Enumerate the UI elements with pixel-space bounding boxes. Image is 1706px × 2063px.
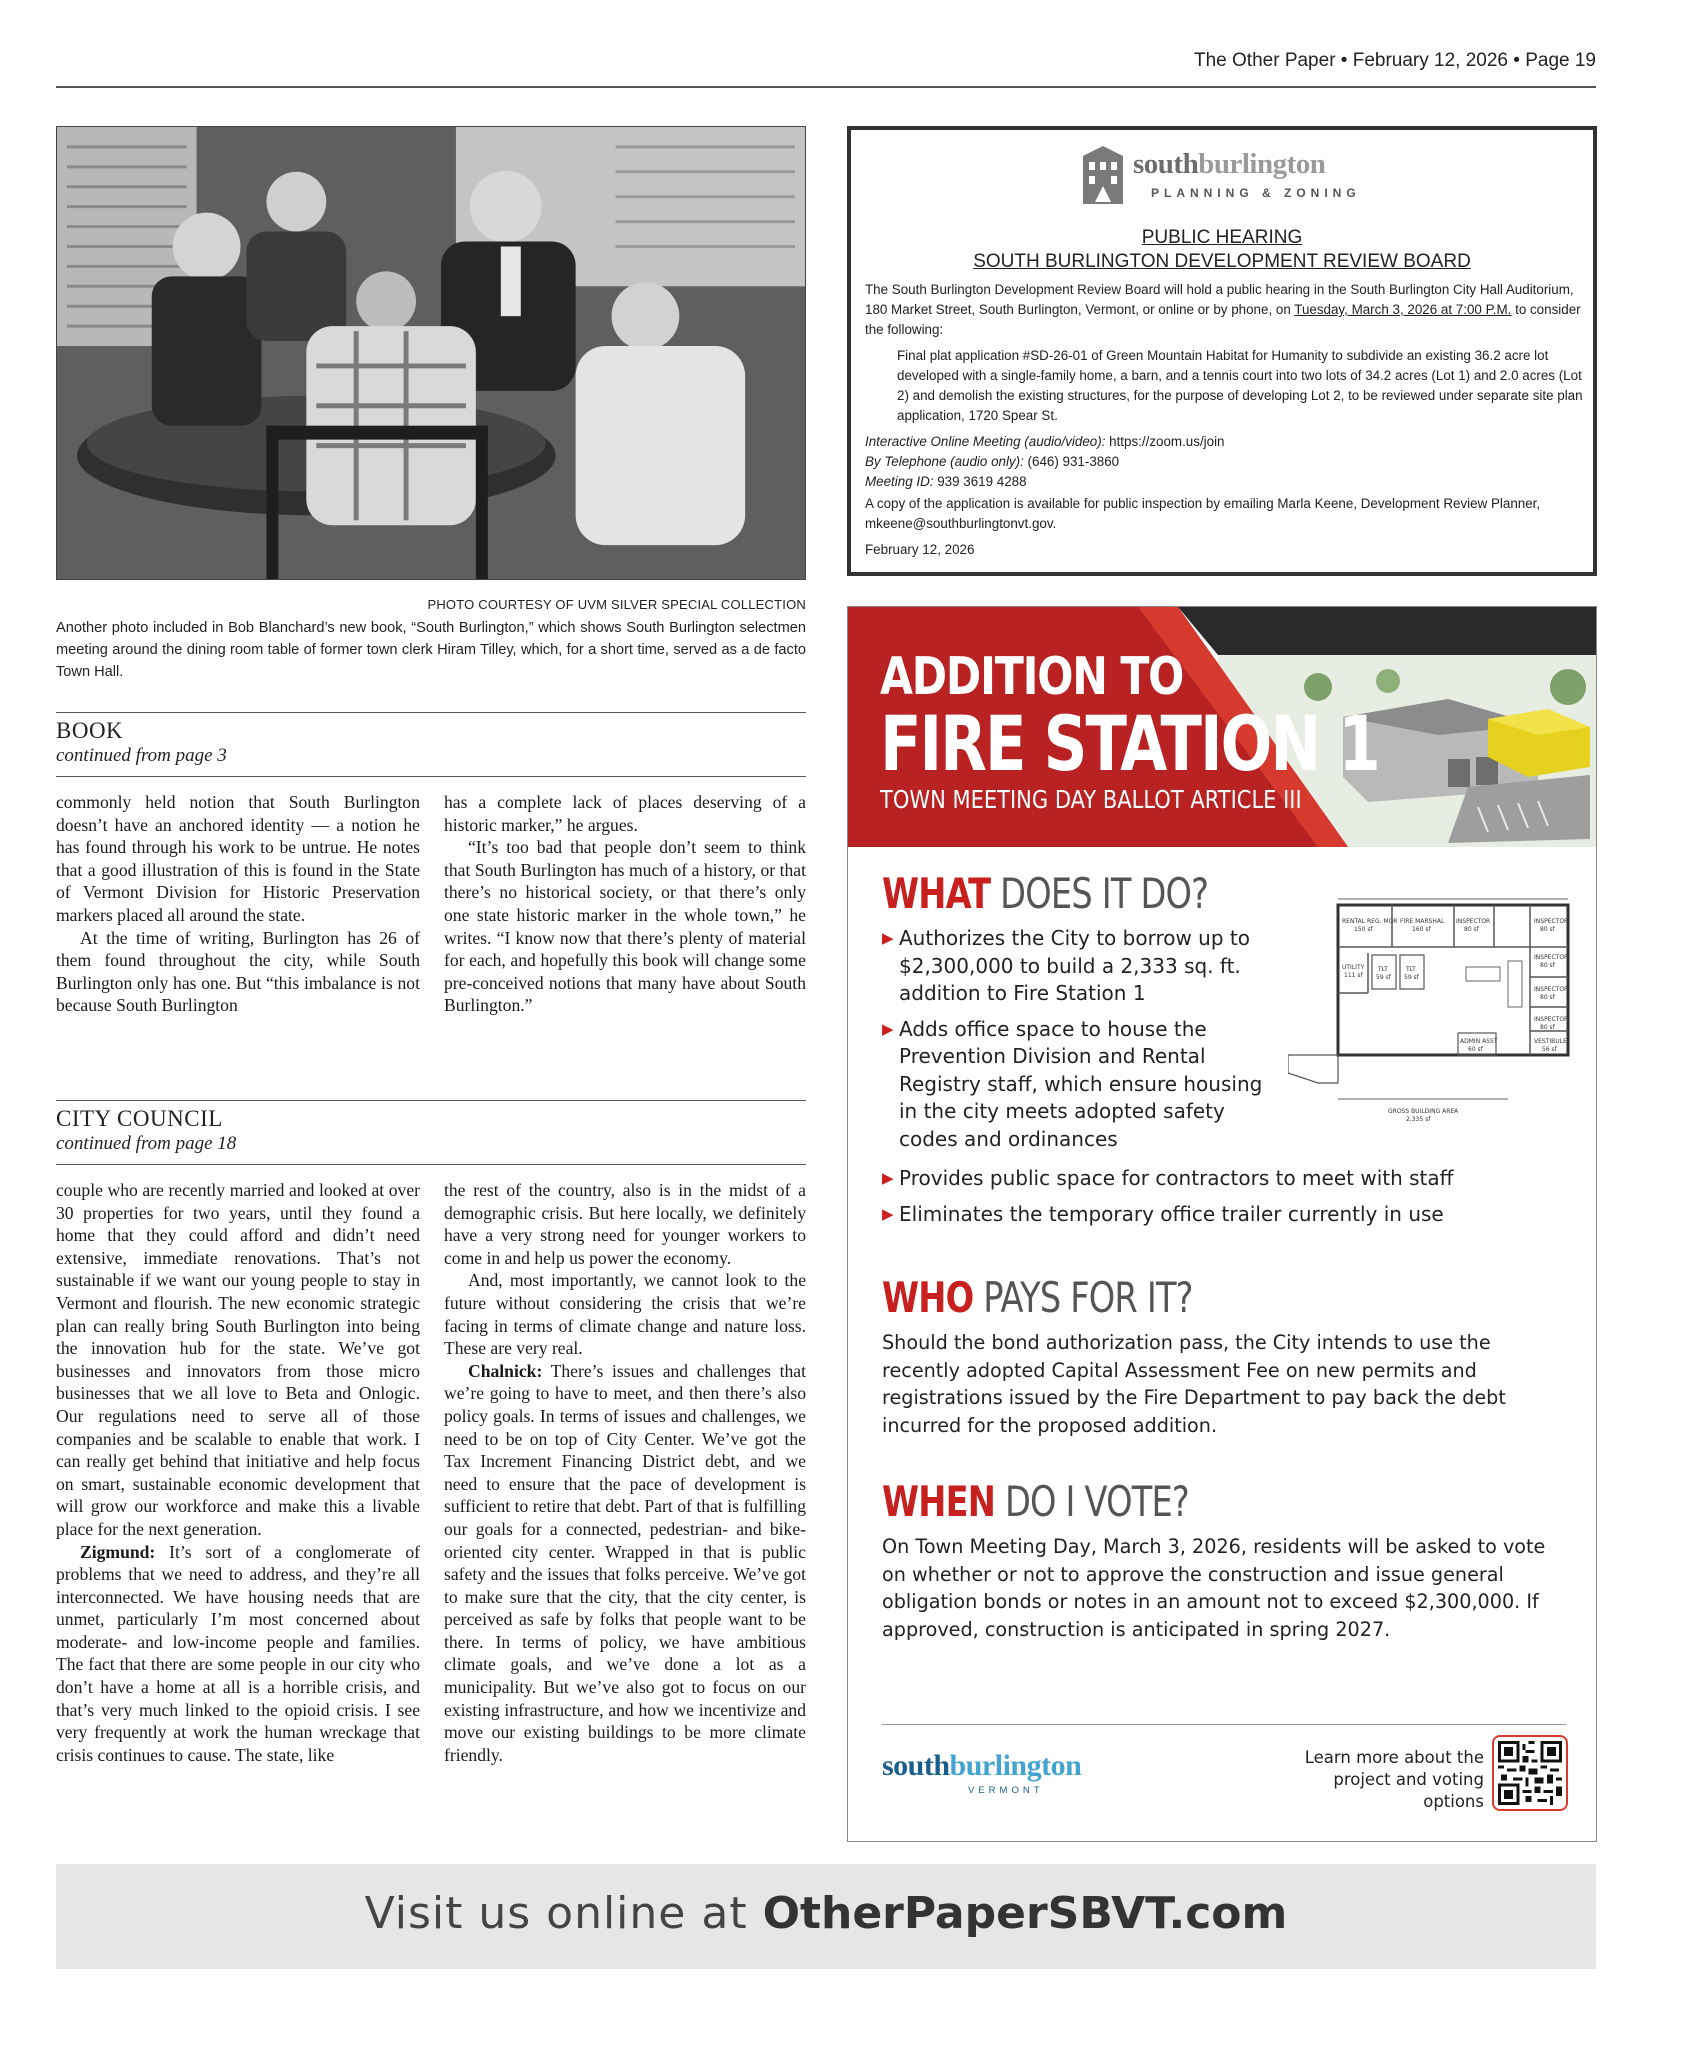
header-rule	[56, 86, 1596, 88]
arrow-icon: ▶	[882, 1019, 894, 1038]
speaker-name: Chalnick:	[468, 1360, 543, 1381]
what-bullet: ▶ Authorizes the City to borrow up to $2,300,000 to build a 2,333 sq. ft. addition to Fire Station 1	[882, 926, 1250, 1005]
council-paragraph: the rest of the country, also is in the midst of a demographic crisis. But here locally, we definitely have a very strong need for younger workers to come in and help us power the economy.	[444, 1180, 806, 1268]
qr-code-icon[interactable]	[1492, 1735, 1568, 1811]
hearing-intro: The South Burlington Development Review Board will hold a public hearing in the South Burlington City Hall Auditorium, 180 Market Street, South Burlington, Vermont, or online or by phone, on Tuesday, March 3, 2026 at 7:00 P.M. to consider the following:	[865, 282, 1581, 337]
council-continued-line: continued from page 18	[56, 1133, 237, 1154]
public-hearing-notice	[847, 126, 1597, 576]
fire-station-ad	[847, 606, 1597, 1842]
running-header: The Other Paper • February 12, 2026 • Page 19	[1194, 50, 1596, 71]
council-bottom-rule	[56, 1164, 806, 1165]
book-paragraph: “It’s too bad that people don’t seem to think that South Burlington has much of a history, or that there’s no historical society, or that there’s only one state historic marker in the whole town,” he writes. “I know now that there’s plenty of material for each, and hopefully this book will change some pre-conceived notions that many have about South Burlington.”	[444, 837, 806, 1016]
plan-label-vestibule: VESTIBULE	[1534, 1038, 1567, 1045]
plan-area-inspector: 80 sf	[1540, 926, 1555, 933]
plan-label-inspector: INSPECTOR	[1534, 954, 1569, 961]
when-vote-text: On Town Meeting Day, March 3, 2026, residents will be asked to vote on whether or not to approve the construction and issue general obligation bonds or notes in an amount not to exceed $2,300,000. If approved, construction is anticipated in spring 2027.	[882, 1535, 1546, 1641]
plan-area-tlt: 59 sf	[1376, 974, 1391, 981]
what-bullet: ▶ Adds office space to house the Prevention Division and Rental Registry staff, which ensure housing in the city meets adopted safety codes and ordinances	[882, 1016, 1263, 1151]
qr-pattern	[1498, 1741, 1562, 1805]
photo-credit: PHOTO COURTESY OF UVM SILVER SPECIAL COLLECTION	[427, 597, 806, 612]
book-column-1	[56, 791, 420, 1017]
book-bottom-rule	[56, 776, 806, 777]
plan-area-fire-marshal: 160 sf	[1412, 926, 1431, 933]
hearing-copy-note: A copy of the application is available for public inspection by emailing Marla Keene, Development Review Planner, mkeene@southburlingtonvt.gov.	[865, 496, 1541, 531]
book-section-title: BOOK	[56, 718, 124, 743]
website-banner	[56, 1864, 1596, 1969]
book-paragraph: At the time of writing, Burlington has 26 of them found throughout the city, while South Burlington only has one. But “this imbalance is not because South Burlington	[56, 927, 420, 1016]
plan-area-rental: 150 sf	[1354, 926, 1373, 933]
what-bullets-list-continued	[882, 1165, 1572, 1236]
council-paragraph	[444, 1360, 806, 1767]
plan-label-inspector: INSPECTOR	[1456, 918, 1491, 925]
plan-label-inspector: INSPECTOR	[1534, 918, 1569, 925]
photo-caption: Another photo included in Bob Blanchard’s new book, “South Burlington,” which shows South Burlington selectmen meeting around the dining room table of former town clerk Hiram Tilley, which, for a short time, served as a de facto Town Hall.	[56, 620, 806, 680]
city-logo-subtitle: VERMONT	[968, 1785, 1044, 1796]
photo-illustration	[57, 127, 805, 579]
arrow-icon: ▶	[882, 1204, 894, 1223]
plan-area-vestibule: 56 sf	[1542, 1046, 1557, 1053]
plan-label-tlt: TLT	[1378, 966, 1388, 973]
plan-area-inspector: 80 sf	[1540, 994, 1555, 1001]
hearing-board-title: SOUTH BURLINGTON DEVELOPMENT REVIEW BOARD	[973, 251, 1471, 272]
book-column-2	[444, 791, 806, 1017]
hearing-phone-info: By Telephone (audio only): (646) 931-3860	[865, 454, 1120, 469]
who-pays-text: Should the bond authorization pass, the City intends to use the recently adopted Capital Assessment Fee on new permits and registrations issued by the Fire Department to pay back the debt incurred for the proposed addition.	[882, 1331, 1506, 1437]
plan-area-inspector: 80 sf	[1540, 962, 1555, 969]
plan-label-fire-marshal: FIRE MARSHAL	[1400, 918, 1445, 925]
city-logo: southburlington	[882, 1749, 1082, 1782]
city-hall-icon	[1081, 146, 1125, 204]
floor-plan-diagram	[1288, 843, 1578, 1143]
hearing-online-info: Interactive Online Meeting (audio/video): https://zoom.us/join	[865, 434, 1225, 449]
ad-footer-rule	[882, 1724, 1566, 1725]
plan-label-admin: ADMIN ASST	[1460, 1038, 1498, 1045]
plan-area-admin: 60 sf	[1468, 1046, 1483, 1053]
question-who: WHO PAYS FOR IT?	[882, 1273, 1193, 1322]
book-continued-line: continued from page 3	[56, 745, 227, 766]
logo-wordmark: southburlington	[1133, 148, 1326, 180]
ad-headline-line-2: FIRE STATION 1	[880, 699, 1379, 788]
hearing-date: Tuesday, March 3, 2026 at 7:00 P.M.	[1294, 302, 1512, 317]
hearing-meeting-id: Meeting ID: 939 3619 4288	[865, 474, 1027, 489]
ad-subheadline: TOWN MEETING DAY BALLOT ARTICLE III	[880, 785, 1302, 814]
website-link[interactable]: OtherPaperSBVT.com	[762, 1888, 1288, 1939]
arrow-icon: ▶	[882, 1169, 894, 1187]
what-bullets-list	[882, 925, 1282, 1161]
plan-area-inspector: 80 sf	[1540, 1024, 1555, 1031]
plan-gross-area-label: GROSS BUILDING AREA	[1388, 1108, 1459, 1115]
historic-photo	[56, 126, 806, 580]
speaker-text: It’s sort of a conglomerate of problems that we need to address, and they’re all interconnected. We have housing needs that are unmet, particularly I’m most concerned about moderate- and low-income people and families. The fact that there are some people in our city who don’t have a home at all is a horrible crisis, and that’s very much linked to the opioid crisis. I see very frequently at work the human wreckage that crisis continues to cause. The state, like	[56, 1541, 420, 1765]
question-what: WHAT DOES IT DO?	[882, 869, 1209, 918]
plan-label-utility: UTILITY	[1342, 964, 1365, 971]
website-promo: Visit us online at OtherPaperSBVT.com	[364, 1888, 1288, 1939]
book-paragraph: has a complete lack of places deserving of a historic marker,” he argues.	[444, 792, 806, 835]
speaker-name: Zigmund:	[80, 1541, 156, 1562]
council-column-1	[56, 1179, 420, 1766]
plan-label-inspector: INSPECTOR	[1534, 986, 1569, 993]
council-column-2	[444, 1179, 806, 1766]
speaker-text: There’s issues and challenges that we’re going to have to meet, and then there’s also policy goals. In terms of issues and challenges, we need to be on top of City Center. We’ve got the Tax Increment Financing District debt, and we need to ensure that the pace of development is sufficient to retire that debt. Part of that is fulfilling our goals for a connected, pedestrian- and bike-oriented city center. Wrapped in that is public safety and the issues that folks perceive. We’ve got to make sure that the city, that the city center, is perceived as safe by folks that people want to be there. In terms of policy, we have ambitious climate goals, and we’ve done a lot as a municipality. But we’ve also got to focus on our existing infrastructure, and how we incentivize and move our existing buildings to be more climate friendly.	[444, 1360, 806, 1765]
logo-subtitle: PLANNING & ZONING	[1151, 186, 1361, 200]
arrow-icon: ▶	[882, 929, 894, 947]
what-bullet: ▶ Provides public space for contractors to meet with staff	[882, 1165, 1572, 1193]
ad-headline-line-1: ADDITION TO	[880, 647, 1184, 707]
what-bullet: ▶ Eliminates the temporary office trailer currently in use	[882, 1201, 1572, 1229]
plan-area-tlt: 59 sf	[1404, 974, 1419, 981]
plan-area-utility: 111 sf	[1344, 972, 1363, 979]
plan-area-inspector: 80 sf	[1464, 926, 1479, 933]
hearing-title: PUBLIC HEARING	[1141, 227, 1303, 248]
council-section-title: CITY COUNCIL	[56, 1106, 223, 1131]
book-top-rule	[56, 712, 806, 713]
council-paragraph	[56, 1541, 420, 1767]
learn-more-text: Learn more about the project and voting options	[1304, 1748, 1484, 1811]
plan-label-rental: RENTAL REG. MGR	[1342, 918, 1398, 925]
question-when: WHEN DO I VOTE?	[882, 1477, 1189, 1526]
council-paragraph: couple who are recently married and looked at over 30 properties for two years, until they found a home that they could afford and didn’t need extensive, immediate renovations. That’s not sustainable if we want our young people to stay in Vermont and flourish. The new economic strategic plan can really bring South Burlington into being the innovation hub for the state. We’ve got businesses and innovators from those micro businesses that we all love to Beta and Onlogic. Our regulations need to serve all of those companies and be scalable to enable that work. I can really get behind that initiative and help focus on smart, sustainable economic development that will grow our workforce and make this a livable place for the next generation.	[56, 1180, 420, 1539]
plan-gross-area-value: 2,335 sf	[1406, 1116, 1431, 1123]
council-top-rule	[56, 1100, 806, 1101]
hearing-application-item: Final plat application #SD-26-01 of Green Mountain Habitat for Humanity to subdivide an existing 36.2 acre lot developed with a single-family home, a barn, and a tennis court into two lots of 34.2 acres (Lot 1) and 2.0 acres (Lot 2) and demolish the existing structures, for the purpose of developing Lot 2, to be reviewed under separate site plan application, 1720 Spear St.	[897, 348, 1583, 423]
hearing-notice-date: February 12, 2026	[865, 542, 975, 557]
book-paragraph: commonly held notion that South Burlington doesn’t have an anchored identity — a notion he has found through his work to be untrue. He notes that a good illustration of this is found in the State of Vermont Division for Historic Preservation markers placed all around the state.	[56, 792, 420, 925]
council-paragraph: And, most importantly, we cannot look to the future without considering the crisis that we’re facing in terms of climate change and nature loss. These are very real.	[444, 1270, 806, 1359]
plan-label-tlt: TLT	[1406, 966, 1416, 973]
plan-label-inspector: INSPECTOR	[1534, 1016, 1569, 1023]
planning-zoning-logo	[1081, 144, 1381, 210]
